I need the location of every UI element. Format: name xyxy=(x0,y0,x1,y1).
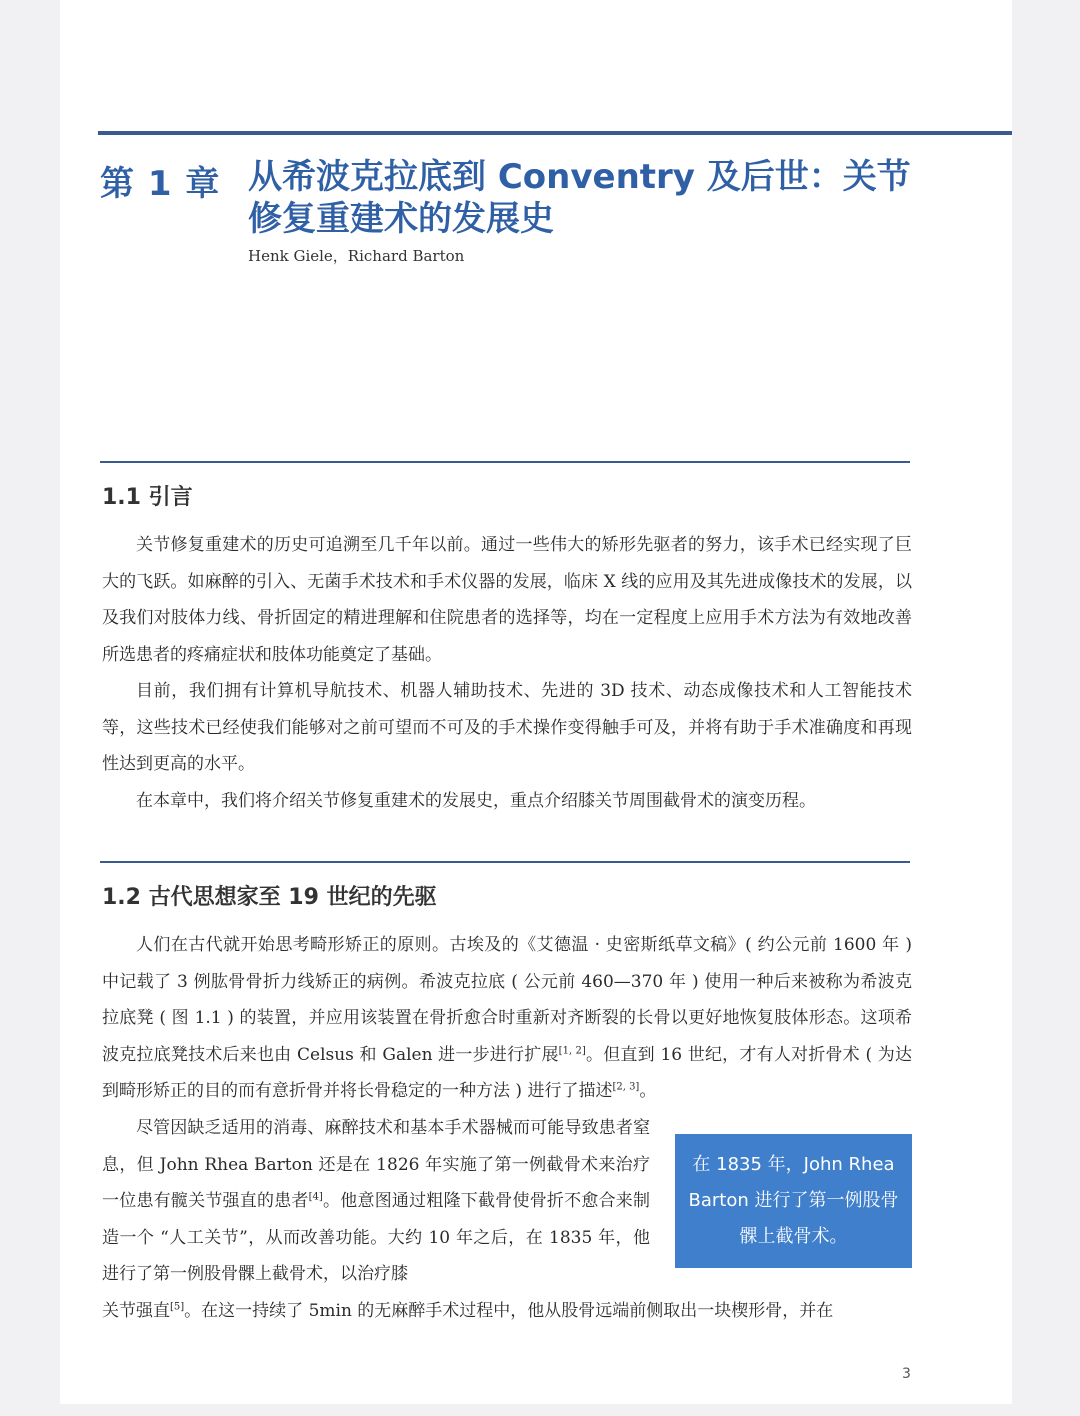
citation-ref: [1, 2] xyxy=(558,1044,586,1056)
paragraph-text: 关节强直 xyxy=(102,1301,170,1321)
section1-paragraph: 关节修复重建术的历史可追溯至几千年以前。通过一些伟大的矫形先驱者的努力，该手术已经实现了巨大的飞跃。如麻醉的引入、无菌手术技术和手术仪器的发展，临床 X 线的应用及其先进成像技术的发展，以及我们对肢体力线、骨折固定的精进理解和住院患者的选择等，均在一定程度上应用手术方法为有效地改善所选患者的疼痛症状和肢体功能奠定了基础。 xyxy=(102,535,912,665)
chapter-title-line1: 从希波克拉底到 Conventry 及后世：关节 xyxy=(248,157,911,197)
section1-heading: 1.1 引言 xyxy=(102,485,193,510)
section1-paragraph: 在本章中，我们将介绍关节修复重建术的发展史，重点介绍膝关节周围截骨术的演变历程。 xyxy=(136,790,816,811)
chapter-title-line2: 修复重建术的发展史 xyxy=(248,199,554,239)
citation-ref: [2, 3] xyxy=(612,1081,640,1093)
section2-paragraph-2 xyxy=(102,1110,650,1293)
paragraph-text: 人们在古代就开始思考畸形矫正的原则。古埃及的《艾德温 · 史密斯纸草文稿》( 约公元前 1600 年 ) 中记载了 3 例肱骨骨折力线矫正的病例。希波克拉底 ( 公元前 460—370 年 ) 使用一种后来被称为希波克拉底凳 ( 图 1.1 ) 的装置，并应用该装置在骨折愈合时重新对齐断裂的长骨以更好地恢复肢体形态。这项希波克拉底凳技术后来也由 Celsus 和 Galen 进一步进行扩展 xyxy=(102,935,912,1065)
paragraph-text: 。他意图通过粗隆下截骨使骨折不愈合来制造一个 “人工关节”，从而改善功能。大约 10 年之后，在 1835 年，他进行了第一例股骨髁上截骨术，以治疗膝 xyxy=(102,1191,651,1284)
book-page xyxy=(60,0,1012,1404)
chapter-title xyxy=(248,156,948,240)
section1-paragraph: 目前，我们拥有计算机导航技术、机器人辅助技术、先进的 3D 技术、动态成像技术和人工智能技术等，这些技术已经使我们能够对之前可望而不可及的手术操作变得触手可及，并将有助于手术准确度和再现性达到更高的水平。 xyxy=(102,681,912,774)
citation-ref: [5] xyxy=(170,1301,185,1313)
citation-ref: [4] xyxy=(308,1191,323,1203)
section2-rule xyxy=(100,861,910,863)
section2-heading: 1.2 古代思想家至 19 世纪的先驱 xyxy=(102,885,437,910)
pull-quote-box: 在 1835 年，John Rhea Barton 进行了第一例股骨髁上截骨术。 xyxy=(675,1134,912,1268)
chapter-number: 第 1 章 xyxy=(100,164,221,204)
section1-body xyxy=(102,527,912,819)
paragraph-text: 。在这一持续了 5min 的无麻醉手术过程中，他从股骨远端前侧取出一块楔形骨，并在 xyxy=(184,1301,834,1321)
chapter-authors: Henk Giele，Richard Barton xyxy=(248,247,465,265)
section2-paragraph-2-continued xyxy=(102,1293,912,1330)
paragraph-text: 。但直到 16 世纪，才有人对折骨术 ( 为达到畸形矫正的目的而有意折骨并将长骨稳定的一种方法 ) 进行了描述 xyxy=(102,1044,912,1101)
chapter-top-rule xyxy=(98,131,1012,135)
paragraph-text: 。 xyxy=(639,1081,657,1101)
section2-paragraph-1 xyxy=(102,927,912,1110)
paragraph-text: 尽管因缺乏适用的消毒、麻醉技术和基本手术器械而可能导致患者窒息，但 John Rhea Barton 还是在 1826 年实施了第一例截骨术来治疗一位患有髋关节强直的患者 xyxy=(102,1118,650,1211)
page-number: 3 xyxy=(902,1366,911,1382)
section1-rule xyxy=(100,461,910,463)
